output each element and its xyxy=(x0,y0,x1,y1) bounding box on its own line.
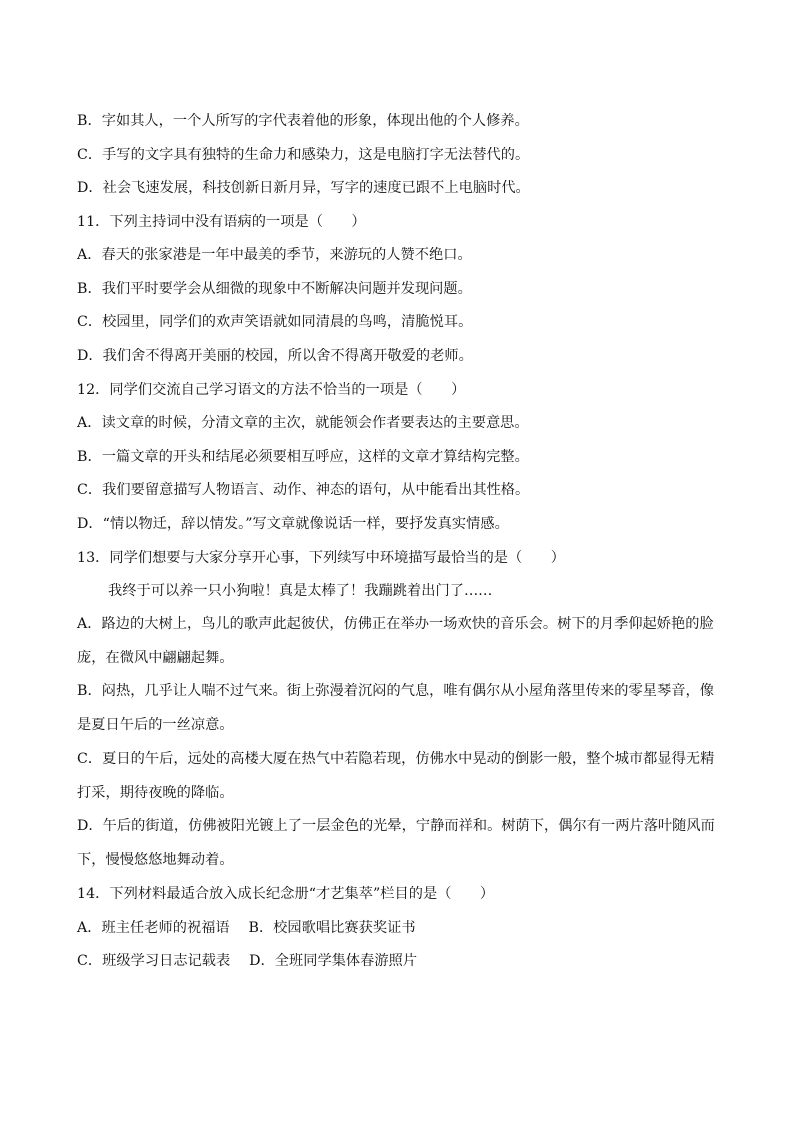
q13-option-a: A．路边的大树上，鸟儿的歌声此起彼伏，仿佛正在举办一场欢快的音乐会。树下的月季仰起娇艳的脸庞，在微风中翩翩起舞。 xyxy=(77,616,714,666)
q11-option-d: D．我们舍不得离开美丽的校园，所以舍不得离开敬爱的老师。 xyxy=(77,348,473,364)
q12-option-b: B．一篇文章的开头和结尾必须要相互呼应，这样的文章才算结构完整。 xyxy=(77,449,529,465)
q11-option-b: B．我们平时要学会从细微的现象中不断解决问题并发现问题。 xyxy=(77,281,472,297)
q14-options-row-2: C．班级学习日志记载表 D．全班同学集体春游照片 xyxy=(77,953,418,969)
q13-option-c: C．夏日的午后，远处的高楼大厦在热气中若隐若现，仿佛水中晃动的倒影一般，整个城市都显得无精打采，期待夜晚的降临。 xyxy=(77,751,715,801)
q11-option-a: A．春天的张家港是一年中最美的季节，来游玩的人赞不绝口。 xyxy=(77,247,472,263)
q10-option-b: B．字如其人，一个人所写的字代表着他的形象，体现出他的个人修养。 xyxy=(77,113,529,129)
q12-option-c: C．我们要留意描写人物语言、动作、神态的语句，从中能看出其性格。 xyxy=(77,482,530,498)
q12-option-d: D．“情以物迁，辞以情发。”写文章就像说话一样，要抒发真实情感。 xyxy=(77,516,509,532)
q10-option-d: D．社会飞速发展，科技创新日新月异，写字的速度已跟不上电脑时代。 xyxy=(77,180,530,196)
q13-passage: 我终于可以养一只小狗啦！真是太棒了！我蹦跳着出门了…… xyxy=(108,583,493,599)
q10-option-c: C．手写的文字具有独特的生命力和感染力，这是电脑打字无法替代的。 xyxy=(77,147,530,163)
q12-option-a: A．读文章的时候，分清文章的主次，就能领会作者要表达的主要意思。 xyxy=(77,415,529,431)
q14-options-row-1: A．班主任老师的祝福语 B．校园歌唱比赛获奖证书 xyxy=(77,920,416,936)
q14-stem: 14．下列材料最适合放入成长纪念册“才艺集萃”栏目的是（ ） xyxy=(77,886,495,902)
q12-stem: 12．同学们交流自己学习语文的方法不恰当的一项是（ ） xyxy=(77,382,466,398)
q13-option-b: B．闷热，几乎让人喘不过气来。街上弥漫着沉闷的气息，唯有偶尔从小屋角落里传来的零星琴音，像是夏日午后的一丝凉意。 xyxy=(77,683,714,733)
q13-stem: 13．同学们想要与大家分享开心事，下列续写中环境描写最恰当的是（ ） xyxy=(77,550,565,566)
q11-stem: 11．下列主持词中没有语病的一项是（ ） xyxy=(77,214,366,230)
q13-option-d: D．午后的街道，仿佛被阳光镀上了一层金色的光晕，宁静而祥和。树荫下，偶尔有一两片落叶随风而下，慢慢悠悠地舞动着。 xyxy=(77,818,715,868)
q11-option-c: C．校园里，同学们的欢声笑语就如同清晨的鸟鸣，清脆悦耳。 xyxy=(77,314,473,330)
